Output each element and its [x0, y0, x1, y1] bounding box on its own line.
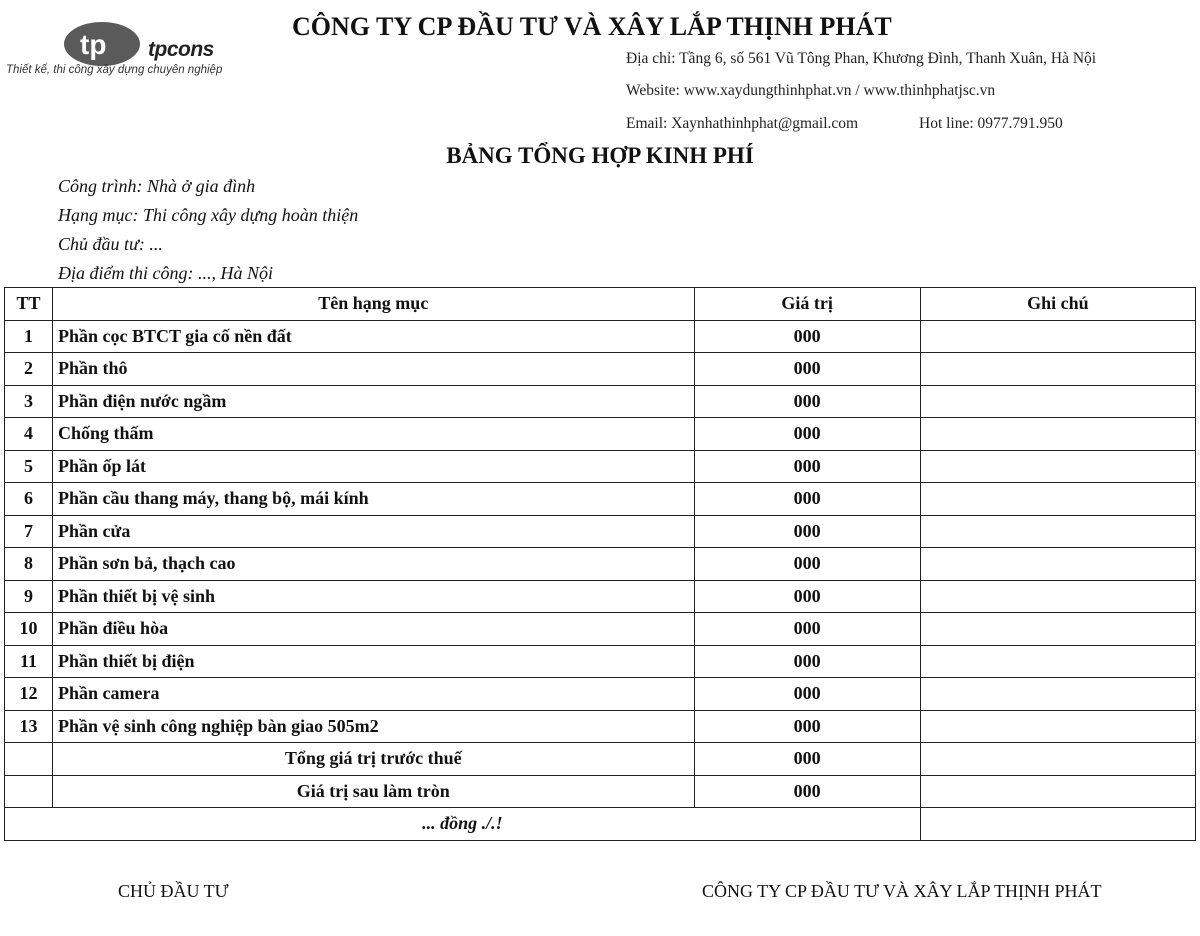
row-tt: 1	[5, 320, 53, 353]
row-note	[920, 645, 1195, 678]
row-value: 000	[694, 580, 920, 613]
table-row	[5, 515, 1196, 548]
table-row	[5, 418, 1196, 451]
row-tt: 10	[5, 613, 53, 646]
table-row	[5, 580, 1196, 613]
table-row	[5, 710, 1196, 743]
row-name: Phần camera	[53, 678, 695, 711]
row-name: Phần ốp lát	[53, 450, 695, 483]
table-row	[5, 613, 1196, 646]
header-tt: TT	[5, 288, 53, 321]
header-name: Tên hạng mục	[53, 288, 695, 321]
row-value: 000	[694, 710, 920, 743]
row-tt: 8	[5, 548, 53, 581]
row-tt: 11	[5, 645, 53, 678]
row-note	[920, 353, 1195, 386]
row-tt: 9	[5, 580, 53, 613]
svg-text:tp: tp	[80, 29, 107, 60]
row-note	[920, 613, 1195, 646]
row-note	[920, 385, 1195, 418]
document-title: BẢNG TỔNG HỢP KINH PHÍ	[446, 143, 754, 168]
row-tt: 2	[5, 353, 53, 386]
row-note	[920, 450, 1195, 483]
table-header-row	[5, 288, 1196, 321]
subtotal-note	[920, 743, 1195, 776]
row-tt: 7	[5, 515, 53, 548]
row-note	[920, 320, 1195, 353]
row-value: 000	[694, 483, 920, 516]
row-value: 000	[694, 613, 920, 646]
row-note	[920, 548, 1195, 581]
logo-brand-text: tpcons	[148, 38, 214, 61]
meta-location: Địa điểm thi công: ..., Hà Nội	[58, 263, 273, 283]
row-name: Phần cầu thang máy, thang bộ, mái kính	[53, 483, 695, 516]
row-tt: 5	[5, 450, 53, 483]
row-tt: 12	[5, 678, 53, 711]
row-name: Phần thiết bị vệ sinh	[53, 580, 695, 613]
in-words-row	[5, 808, 1196, 841]
rounded-row	[5, 775, 1196, 808]
company-email: Email: Xaynhathinhphat@gmail.com	[626, 115, 859, 132]
row-name: Phần vệ sinh công nghiệp bàn giao 505m2	[53, 710, 695, 743]
rounded-label: Giá trị sau làm tròn	[53, 775, 695, 808]
table-row	[5, 385, 1196, 418]
row-name: Phần điều hòa	[53, 613, 695, 646]
tp-logo-icon	[62, 18, 150, 70]
meta-investor: Chủ đầu tư: ...	[58, 234, 163, 254]
table-body	[5, 320, 1196, 743]
meta-project: Công trình: Nhà ở gia đình	[58, 176, 256, 196]
row-note	[920, 710, 1195, 743]
rounded-tt-cell	[5, 775, 53, 808]
row-name: Phần sơn bả, thạch cao	[53, 548, 695, 581]
row-value: 000	[694, 678, 920, 711]
subtotal-row	[5, 743, 1196, 776]
row-value: 000	[694, 320, 920, 353]
subtotal-label: Tổng giá trị trước thuế	[53, 743, 695, 776]
company-website: Website: www.xaydungthinhphat.vn / www.thinhphatjsc.vn	[626, 82, 996, 99]
row-name: Phần cọc BTCT gia cố nền đất	[53, 320, 695, 353]
row-note	[920, 678, 1195, 711]
company-address: Địa chỉ: Tầng 6, số 561 Vũ Tông Phan, Khương Đình, Thanh Xuân, Hà Nội	[626, 50, 1097, 67]
header-note: Ghi chú	[920, 288, 1195, 321]
row-name: Phần điện nước ngầm	[53, 385, 695, 418]
row-value: 000	[694, 418, 920, 451]
company-name: CÔNG TY CP ĐẦU TƯ VÀ XÂY LẮP THỊNH PHÁT	[292, 12, 892, 41]
in-words-note	[920, 808, 1195, 841]
row-tt: 6	[5, 483, 53, 516]
row-note	[920, 483, 1195, 516]
table-row	[5, 320, 1196, 353]
row-value: 000	[694, 645, 920, 678]
table-row	[5, 353, 1196, 386]
row-name: Phần thô	[53, 353, 695, 386]
amount-in-words: ... đồng ./.!	[5, 808, 921, 841]
table-row	[5, 548, 1196, 581]
row-note	[920, 515, 1195, 548]
row-note	[920, 580, 1195, 613]
logo-tagline: Thiết kế, thi công xây dựng chuyên nghiệp	[6, 64, 223, 76]
table-row	[5, 678, 1196, 711]
rounded-value: 000	[694, 775, 920, 808]
row-value: 000	[694, 385, 920, 418]
row-tt: 13	[5, 710, 53, 743]
header-value: Giá trị	[694, 288, 920, 321]
meta-category: Hạng mục: Thi công xây dựng hoàn thiện	[58, 205, 359, 225]
row-name: Phần cửa	[53, 515, 695, 548]
table-row	[5, 483, 1196, 516]
rounded-note	[920, 775, 1195, 808]
company-logo	[6, 14, 266, 84]
row-value: 000	[694, 450, 920, 483]
signature-investor: CHỦ ĐẦU TƯ	[118, 881, 229, 901]
row-name: Chống thấm	[53, 418, 695, 451]
row-tt: 3	[5, 385, 53, 418]
subtotal-tt-cell	[5, 743, 53, 776]
row-tt: 4	[5, 418, 53, 451]
row-name: Phần thiết bị điện	[53, 645, 695, 678]
signature-company: CÔNG TY CP ĐẦU TƯ VÀ XÂY LẮP THỊNH PHÁT	[702, 881, 1102, 901]
table-row	[5, 645, 1196, 678]
subtotal-value: 000	[694, 743, 920, 776]
cost-summary-table	[4, 287, 1196, 841]
company-hotline: Hot line: 0977.791.950	[919, 115, 1063, 132]
row-value: 000	[694, 548, 920, 581]
row-value: 000	[694, 353, 920, 386]
table-row	[5, 450, 1196, 483]
row-note	[920, 418, 1195, 451]
row-value: 000	[694, 515, 920, 548]
